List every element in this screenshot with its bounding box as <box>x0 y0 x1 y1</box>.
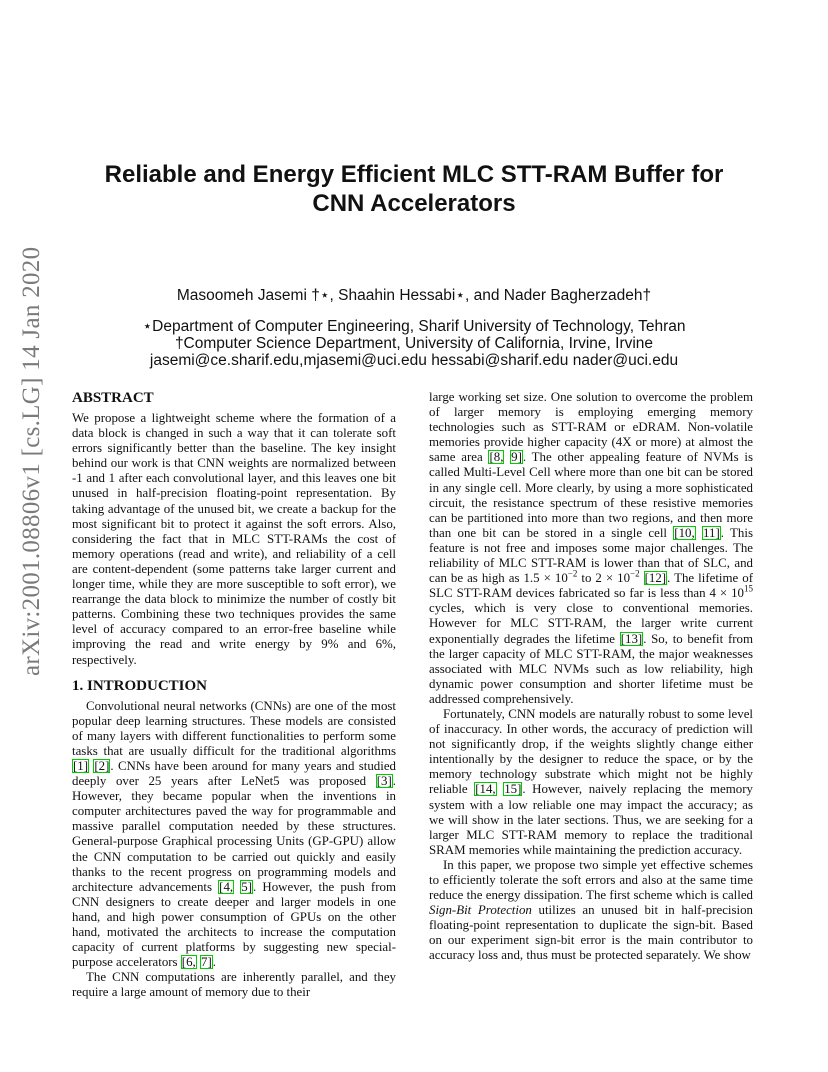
intro-paragraph-4: In this paper, we propose two simple yet effective schemes to efficiently tolerate the soft errors and also at the same time reduce the energy dissipation. The first scheme which is called Sign-Bit Protection utilizes an unused bit in half-precision floating-point representation to duplicate the sign-bit. Based on our experiment sign-bit error is the main contributor to accuracy loss and, thus must be protected separately. We show <box>429 857 753 963</box>
author-emails: jasemi@ce.sharif.edu,mjasemi@uci.edu hessabi@sharif.edu nader@uci.edu <box>149 352 679 369</box>
scheme-name: Sign-Bit Protection <box>429 903 532 918</box>
citation-link[interactable]: [3] <box>376 774 392 789</box>
intro-paragraph-3: Fortunately, CNN models are naturally robust to some level of inaccuracy. In other words, the accuracy of prediction will not significantly drop, if the weights slightly change either intentionally by the designer to reduce the space, or by the memory technology substrate which might not be highly reliable [14, 15]. However, naively replacing the memory system with a low reliable one may impact the accuracy; as we will show in the later sections. Thus, we are seeking for a larger MLC STT-RAM memory to replace the traditional SRAM memories while maintaining the prediction accuracy. <box>429 706 753 857</box>
arxiv-identifier: arXiv:2001.08806v1 [cs.LG] 14 Jan 2020 <box>18 246 45 676</box>
citation-link[interactable]: 7] <box>201 955 212 970</box>
affiliation-uci: †Computer Science Department, University of California, Irvine, Irvine <box>174 335 654 352</box>
citation-link[interactable]: [1] <box>73 758 89 773</box>
citation-link[interactable]: [13] <box>620 631 643 646</box>
abstract-text: We propose a lightweight scheme where the formation of a data block is changed in such a way that it can tolerate soft errors significantly better than the baseline. The key insight behind our work is that CNN weights are normalized between -1 and 1 after each convolutional layer, and this leaves one bit unused in half-precision floating-point representation. By taking advantage of the unused bit, we create a backup for the most significant bit to protect it against the soft errors. Also, considering the fact that in MLC STT-RAMs the cost of memory operations (read and write), and reliability of a cell are content-dependent (some patterns take larger current and longer time, while they are more susceptible to soft error), we rearrange the data block to minimize the number of costly bit patterns. Combining these two techniques provides the same level of accuracy compared to an error-free baseline while improving the read and write energy by 9% and 6%, respectively. <box>72 411 396 667</box>
paper-title <box>80 160 748 218</box>
citation-link[interactable]: [6, <box>181 955 196 970</box>
title-line-2: CNN Accelerators <box>312 190 516 217</box>
citation-link[interactable]: 5] <box>241 879 253 894</box>
citation-link[interactable]: [2] <box>94 758 110 773</box>
citation-link[interactable]: [12] <box>644 571 667 586</box>
introduction-heading: 1. INTRODUCTION <box>72 677 208 694</box>
left-column <box>72 390 396 1000</box>
citation-link[interactable]: [8, <box>489 450 504 465</box>
citation-link[interactable]: [4, <box>219 879 234 894</box>
affiliation-sharif: ⋆Department of Computer Engineering, Sharif University of Technology, Tehran <box>142 318 686 335</box>
author-list: Masoomeh Jasemi †⋆, Shaahin Hessabi⋆, and Nader Bagherzadeh† <box>176 287 652 304</box>
right-column <box>429 390 753 964</box>
citation-link[interactable]: [14, <box>475 782 496 797</box>
citation-link[interactable]: 15] <box>504 782 522 797</box>
title-line-1: Reliable and Energy Efficient MLC STT-RAM Buffer for <box>104 161 724 188</box>
intro-paragraph-2: The CNN computations are inherently parallel, and they require a large amount of memory due to their <box>72 970 396 1000</box>
intro-paragraph-2-continued: large working set size. One solution to overcome the problem of larger memory is employing emerging memory technologies such as STT-RAM or eDRAM. Non-volatile memories provide higher capacity (4X or more) at almost the same area [8, 9]. The other appealing feature of NVMs is called Multi-Level Cell where more than one bit can be stored in any single cell. More clearly, by using a more sophisticated circuit, the resistance spectrum of these resistive memories can be partitioned into more than two regions, and then more than one bit can be stored in a single cell [10, 11]. This feature is not free and imposes some major challenges. The reliability of MLC STT-RAM is lower than that of SLC, and can be as high as $1.5 \times 10^{-2}$ to $2 \times 10^{-2}$ [12]. The lifetime of SLC STT-RAM devices fabricated so far is less than $4 \times 10^{15}$ cycles, which is very close to conventional memories. However for MLC STT-RAM, the larger write current exponentially degrades the lifetime [13]. So, to benefit from the larger capacity of MLC STT-RAM, the major weaknesses associated with MLC NVMs such as low reliability, high dynamic power consumption and shorter lifetime must be addressed comprehensively. <box>429 390 754 706</box>
intro-paragraph-1: Convolutional neural networks (CNNs) are one of the most popular deep learning structures. These models are consisted of many layers with different functionalities to perform some tasks that are usually difficult for the traditional algorithms [1] [2]. CNNs have been around for many years and studied deeply over 25 years after LeNet5 was proposed [3]. However, they became popular when the inventions in computer architectures paved the way for programmable and massive parallel computation needed by these structures. General-purpose Graphical processing Units (GP-GPU) allow the CNN computation to be carried out quickly and easily thanks to the recent progress on programming models and architecture advancements [4, 5]. However, the push from CNN designers to create deeper and larger models in one hand, and high power consumption of GPUs on the other hand, motivated the architects to increase the computation capacity of current platforms by suggesting new special-purpose accelerators [6, 7]. <box>72 698 397 970</box>
citation-link[interactable]: 11] <box>703 525 720 540</box>
affiliations <box>80 318 748 369</box>
citation-link[interactable]: [10, <box>674 525 695 540</box>
citation-link[interactable]: 9] <box>511 450 522 465</box>
abstract-heading: ABSTRACT <box>72 390 154 406</box>
